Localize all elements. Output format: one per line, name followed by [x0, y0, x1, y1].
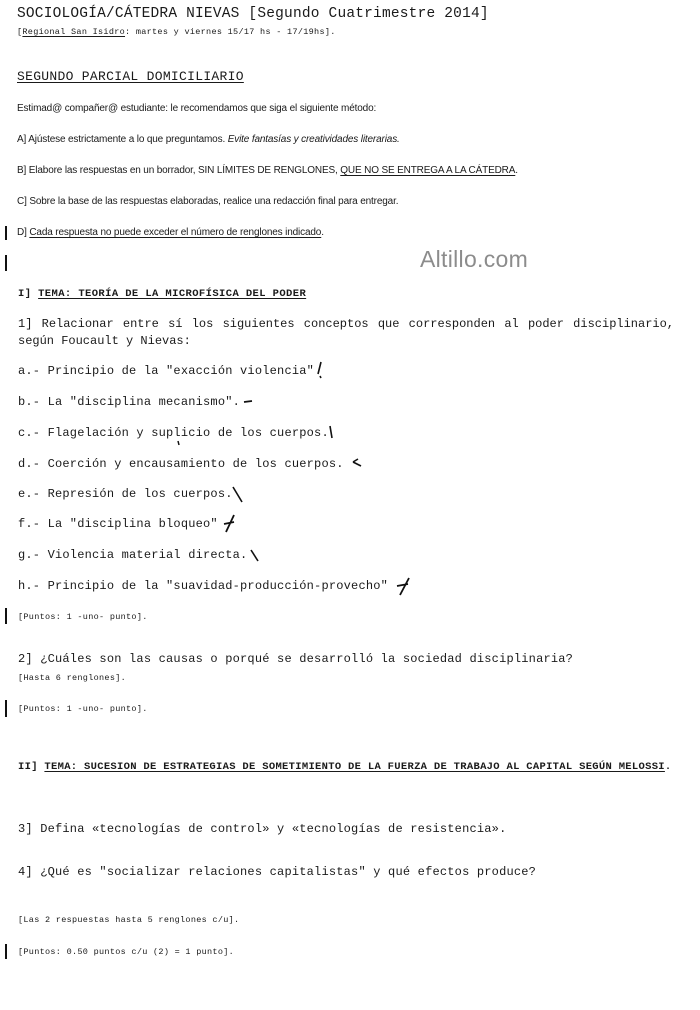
instruction-b-underlined: QUE NO SE ENTREGA A LA CÁTEDRA [340, 165, 516, 176]
list-item: c.- Flagelación y suplicio de los cuerpos. [18, 426, 329, 440]
question-2-limit: [Hasta 6 renglones]. [18, 673, 127, 683]
margin-mark [5, 700, 7, 717]
pen-mark [397, 578, 409, 595]
pen-mark [330, 426, 332, 438]
subtitle-schedule: : martes y viernes 15/17 hs - 17/19hs]. [125, 27, 336, 37]
section-1-number: I] [18, 288, 39, 300]
points-q1: [Puntos: 1 -uno- punto]. [18, 612, 148, 622]
pen-mark [353, 459, 361, 466]
pen-mark [224, 515, 234, 532]
list-item: a.- Principio de la "exacción violencia" [18, 364, 315, 378]
section-2-limit: [Las 2 respuestas hasta 5 renglones c/u]. [18, 915, 240, 925]
section-2-topic: TEMA: SUCESION DE ESTRATEGIAS DE SOMETIMIENTO DE LA FUERZA DE TRABAJO AL CAPITAL SEGÚN MELOSSI [44, 761, 665, 773]
instruction-a-italic: Evite fantasías y creatividades literarias. [227, 134, 400, 145]
subtitle-bracket: [ [17, 27, 23, 37]
list-item: g.- Violencia material directa. [18, 548, 248, 562]
question-2: 2] ¿Cuáles son las causas o porqué se desarrolló la sociedad disciplinaria? [18, 652, 574, 666]
list-item: f.- La "disciplina bloqueo" [18, 517, 218, 531]
instruction-d-text: D] [17, 227, 30, 238]
instruction-c: C] Sobre la base de las respuestas elaboradas, realice una redacción final para entregar. [17, 196, 399, 207]
list-item: h.- Principio de la "suavidad-producción-provecho" [18, 579, 389, 593]
watermark-logo: Altillo.com [420, 246, 529, 272]
question-3: 3] Defina «tecnologías de control» y «tecnologías de resistencia». [18, 822, 507, 836]
margin-mark [5, 944, 7, 959]
question-4: 4] ¿Qué es "socializar relaciones capitalistas" y qué efectos produce? [18, 865, 537, 879]
margin-mark [5, 608, 7, 624]
pen-mark [244, 401, 252, 402]
section-2-heading [18, 757, 678, 777]
instruction-b-suffix: . [515, 165, 518, 176]
points-section-2: [Puntos: 0.50 puntos c/u (2) = 1 punto]. [18, 947, 235, 957]
section-1-topic: TEMA: TEORÍA DE LA MICROFÍSICA DEL PODER [38, 288, 307, 300]
pen-mark [178, 441, 179, 445]
instruction-a-text: A] Ajústese estrictamente a lo que preguntamos. [17, 134, 228, 145]
pen-mark [233, 487, 242, 502]
list-item: d.- Coerción y encausamiento de los cuerpos. [18, 457, 344, 471]
document-title: SOCIOLOGÍA/CÁTEDRA NIEVAS [Segundo Cuatrimestre 2014] [17, 6, 489, 22]
list-item: e.- Represión de los cuerpos. [18, 487, 233, 501]
question-1: 1] Relacionar entre sí los siguientes conceptos que corresponden al poder disciplinario, según Foucault y Nievas: [18, 317, 674, 348]
points-q2: [Puntos: 1 -uno- punto]. [18, 704, 148, 714]
list-item: b.- La "disciplina mecanismo". [18, 395, 241, 409]
exam-title: SEGUNDO PARCIAL DOMICILIARIO [17, 69, 244, 84]
instruction-d-underlined: Cada respuesta no puede exceder el número de renglones indicado [29, 227, 322, 238]
section-2-suffix: . [664, 761, 672, 773]
section-2-number: II] [18, 761, 45, 773]
pen-mark [318, 362, 321, 378]
pen-mark [251, 550, 258, 561]
subtitle-place: Regional San Isidro [22, 27, 126, 37]
instruction-b-text: B] Elabore las respuestas en un borrador, SIN LÍMITES DE RENGLONES, [17, 165, 341, 176]
instructions-intro: Estimad@ compañer@ estudiante: le recomendamos que siga el siguiente método: [17, 103, 377, 114]
instruction-d-suffix: . [321, 227, 324, 238]
